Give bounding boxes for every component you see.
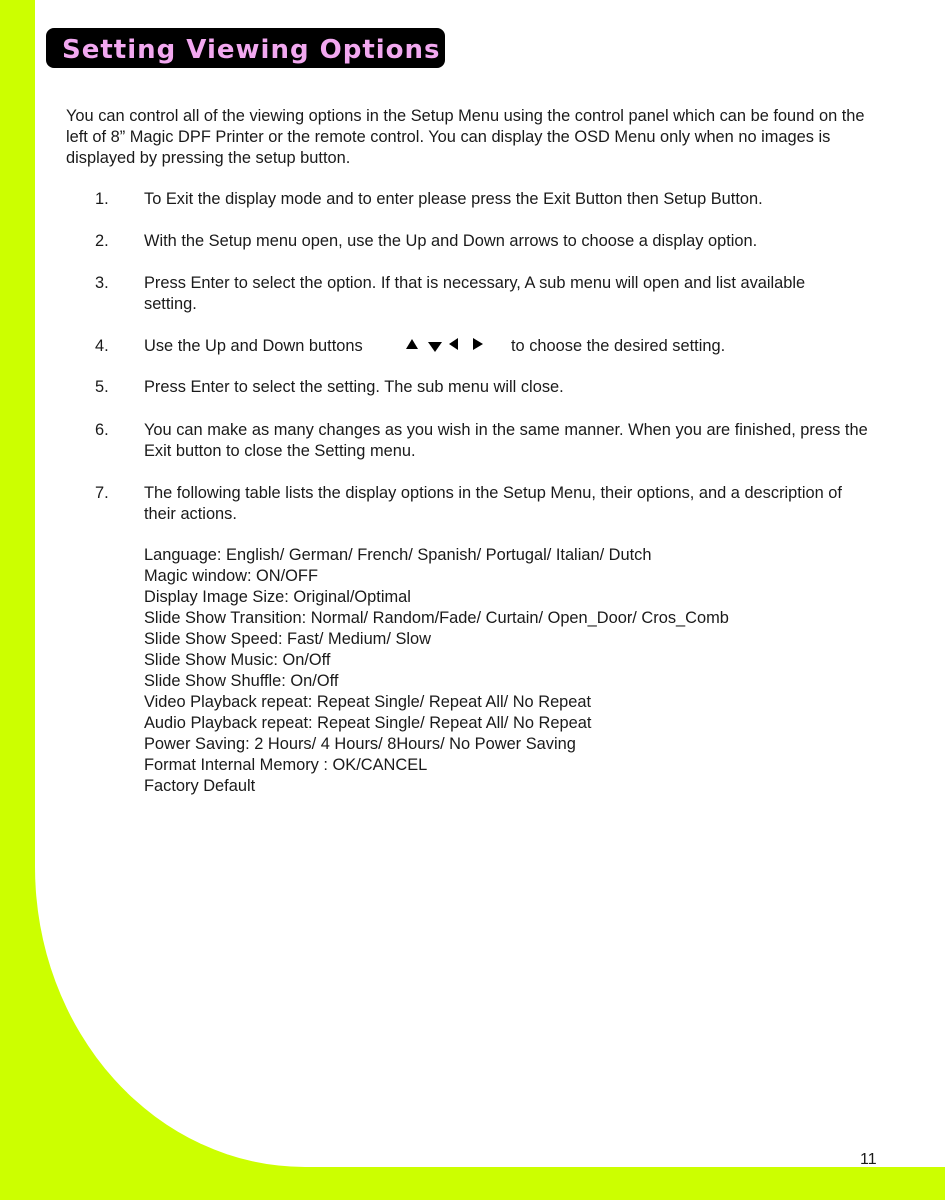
option-factory-default: Factory Default [144,777,256,795]
left-arrow-icon [449,338,458,350]
step-text: You can make as many changes as you wish in the same manner. When you are finished, press the Exit button to close the Setting menu. [144,421,868,460]
page-title: Setting Viewing Options [46,28,445,68]
option-magic-window: Magic window: ON/OFF [144,567,318,585]
step-text: Press Enter to select the option. If that is necessary, A sub menu will open and list available setting. [144,274,806,313]
step-number: 5. [95,378,109,396]
up-arrow-icon [406,339,418,349]
arrow-buttons [405,335,485,353]
step-number: 1. [95,190,109,208]
option-slide-show-music: Slide Show Music: On/Off [144,651,331,669]
options-list [144,545,904,797]
step-text: Use the Up and Down buttons [144,337,363,355]
option-slide-show-transition: Slide Show Transition: Normal/ Random/Fade/ Curtain/ Open_Door/ Cros_Comb [144,609,729,627]
option-slide-show-shuffle: Slide Show Shuffle: On/Off [144,672,339,690]
page-number: 11 [860,1151,877,1168]
intro-paragraph: You can control all of the viewing options in the Setup Menu using the control panel which can be found on the left of 8” Magic DPF Printer or the remote control. You can display the OSD Menu only when no images is displayed by pressing the setup button. [66,107,865,167]
option-display-image-size: Display Image Size: Original/Optimal [144,588,411,606]
option-power-saving: Power Saving: 2 Hours/ 4 Hours/ 8Hours/ No Power Saving [144,735,576,753]
option-slide-show-speed: Slide Show Speed: Fast/ Medium/ Slow [144,630,431,648]
down-arrow-icon [428,342,442,352]
step-text: To Exit the display mode and to enter please press the Exit Button then Setup Button. [144,190,763,208]
step-number: 2. [95,232,109,250]
option-format-internal-memory: Format Internal Memory : OK/CANCEL [144,756,428,774]
step-number: 4. [95,337,109,355]
step-number: 6. [95,421,109,439]
step-text: With the Setup menu open, use the Up and Down arrows to choose a display option. [144,232,758,250]
option-audio-playback-repeat: Audio Playback repeat: Repeat Single/ Repeat All/ No Repeat [144,714,592,732]
step-number: 7. [95,484,109,502]
option-language: Language: English/ German/ French/ Spanish/ Portugal/ Italian/ Dutch [144,546,652,564]
step-text: The following table lists the display options in the Setup Menu, their options, and a description of their actions. [144,484,842,523]
step-text: Press Enter to select the setting. The sub menu will close. [144,378,564,396]
step-text: to choose the desired setting. [511,337,726,355]
right-arrow-icon [473,338,483,350]
option-video-playback-repeat: Video Playback repeat: Repeat Single/ Repeat All/ No Repeat [144,693,592,711]
step-number: 3. [95,274,109,292]
